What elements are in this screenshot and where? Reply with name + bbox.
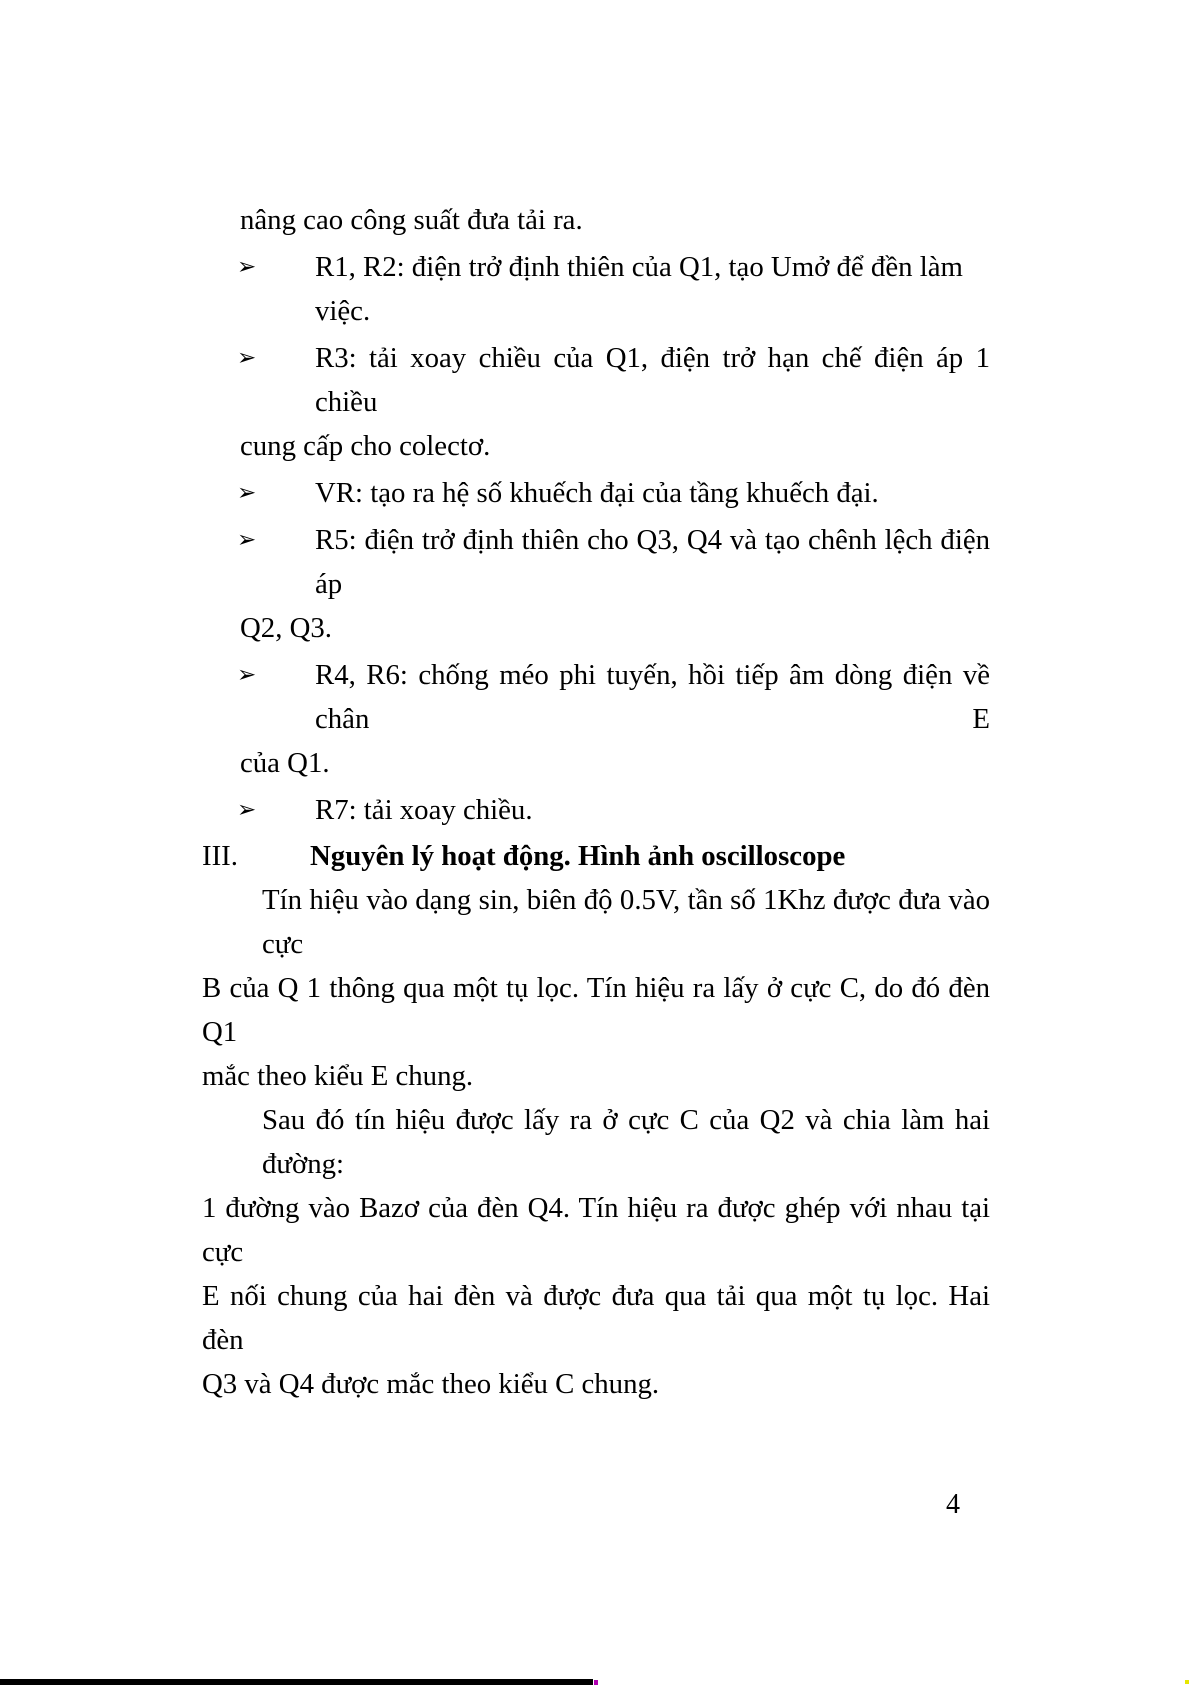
arrow-bullet-icon: ➢	[237, 797, 257, 823]
list-item-text: VR: tạo ra hệ số khuếch đại của tầng khuếch đại.	[315, 477, 879, 509]
list-item	[237, 788, 990, 832]
list-item-text: R5: điện trở định thiên cho Q3, Q4 và tạo chênh lệch điện áp	[315, 524, 990, 600]
magenta-artifact-dot	[594, 1680, 598, 1685]
paragraph-line: Q3 và Q4 được mắc theo kiểu C chung.	[202, 1368, 660, 1400]
page-break-bar	[0, 1679, 593, 1685]
section-heading	[202, 834, 990, 878]
list-item-text: R7: tải xoay chiều.	[315, 794, 533, 826]
section-title: Nguyên lý hoạt động. Hình ảnh oscilloscope	[310, 840, 846, 872]
list-item	[237, 518, 990, 650]
arrow-bullet-icon: ➢	[237, 480, 257, 506]
section-numeral: III.	[202, 840, 238, 872]
list-item	[237, 245, 990, 333]
paragraph-line: 1 đường vào Bazơ của đèn Q4. Tín hiệu ra được ghép với nhau tại cực	[202, 1192, 990, 1268]
yellow-artifact-dot	[1185, 1680, 1189, 1684]
paragraph-line: B của Q 1 thông qua một tụ lọc. Tín hiệu ra lấy ở cực C, do đó đèn Q1	[202, 972, 990, 1048]
list-item-text: R4, R6: chống méo phi tuyến, hồi tiếp âm dòng điện về chân E	[315, 659, 990, 735]
paragraph	[202, 878, 990, 1098]
list-item	[237, 336, 990, 468]
arrow-bullet-icon: ➢	[237, 662, 257, 688]
list-item-text-continued: cung cấp cho colectơ.	[240, 430, 491, 462]
paragraph-line: mắc theo kiểu E chung.	[202, 1060, 474, 1092]
paragraph-line: Tín hiệu vào dạng sin, biên độ 0.5V, tần số 1Khz được đưa vào cực	[262, 884, 990, 960]
list-item-text: R1, R2: điện trở định thiên của Q1, tạo Umở để đền làm việc.	[315, 251, 963, 327]
page-content	[202, 198, 990, 1406]
list-item-text-continued: Q2, Q3.	[240, 612, 332, 644]
arrow-bullet-icon: ➢	[237, 527, 257, 553]
paragraph	[202, 1098, 990, 1406]
list-item-text: R3: tải xoay chiều của Q1, điện trở hạn chế điện áp 1 chiều	[315, 342, 990, 418]
list-item	[237, 471, 990, 515]
intro-line: nâng cao công suất đưa tải ra.	[240, 204, 583, 236]
paragraph-line: Sau đó tín hiệu được lấy ra ở cực C của Q2 và chia làm hai đường:	[262, 1104, 990, 1180]
arrow-bullet-icon: ➢	[237, 345, 257, 371]
arrow-bullet-icon: ➢	[237, 254, 257, 280]
paragraph-line: E nối chung của hai đèn và được đưa qua tải qua một tụ lọc. Hai đèn	[202, 1280, 990, 1356]
list-item	[237, 653, 990, 785]
list-item-text-continued: của Q1.	[240, 747, 330, 779]
page-number: 4	[946, 1489, 960, 1520]
